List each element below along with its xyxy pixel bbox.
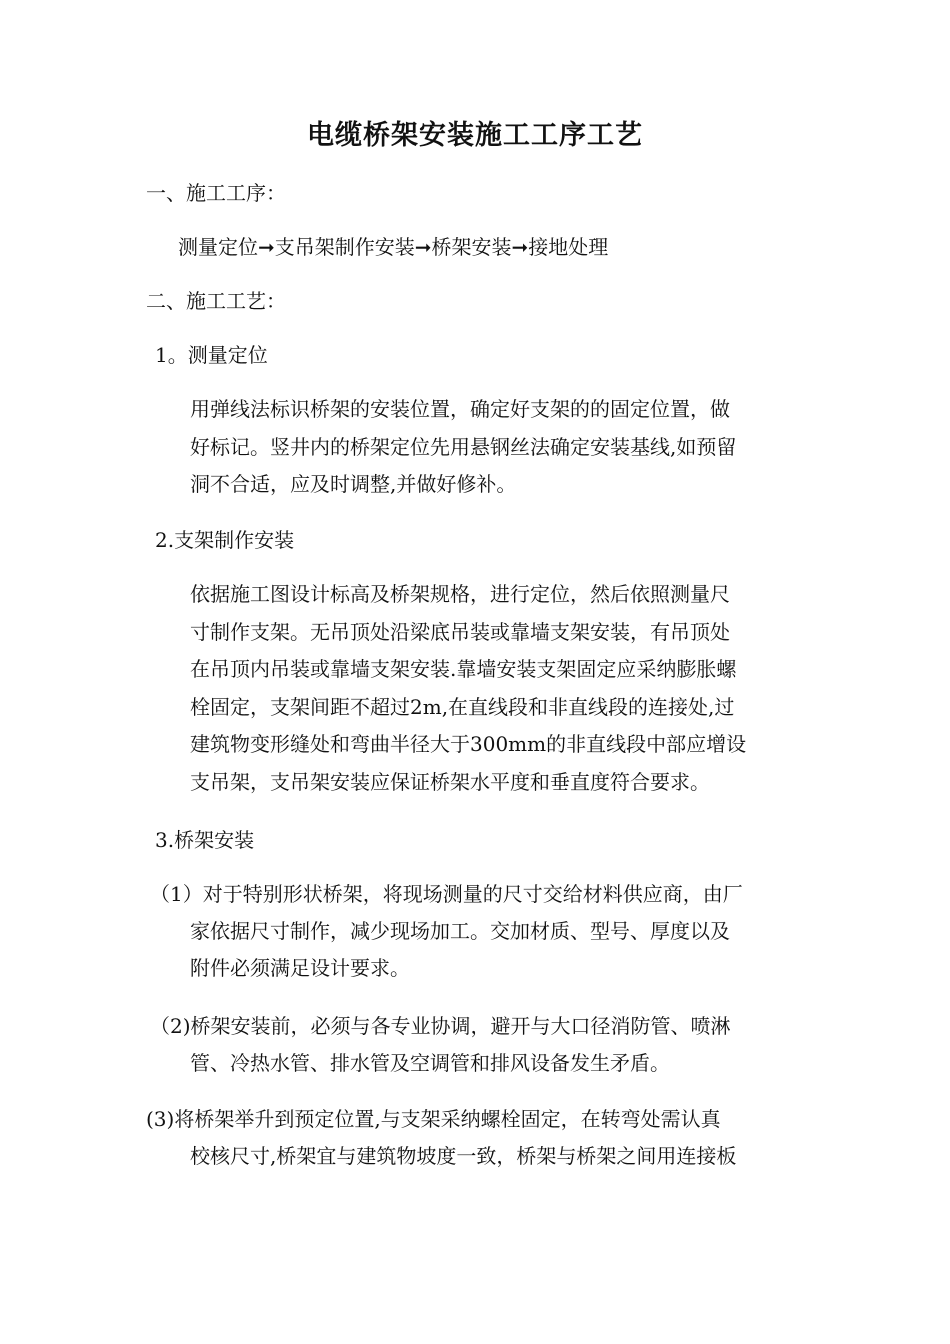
subsection-heading-positioning: 1。测量定位 <box>155 343 268 367</box>
procedure-flow: 测量定位➞支吊架制作安装➞桥架安装➞接地处理 <box>178 235 609 259</box>
list-item <box>146 1101 736 1175</box>
page-title: 电缆桥架安装施工工序工艺 <box>307 120 643 151</box>
list-item-line: 家依据尺寸制作，减少现场加工。交加材质、型号、厚度以及 <box>190 919 730 943</box>
paragraph-line: 建筑物变形缝处和弯曲半径大于300mm的非直线段中部应增设 <box>190 732 747 756</box>
paragraph-line: 用弹线法标识桥架的安装位置，确定好支架的的固定位置，做 <box>190 397 730 421</box>
subsection-heading-support: 2.支架制作安装 <box>155 528 295 552</box>
list-item-line: 校核尺寸,桥架宜与建筑物坡度一致，桥架与桥架之间用连接板 <box>190 1144 737 1168</box>
paragraph-support <box>190 576 746 801</box>
paragraph-line: 在吊顶内吊装或靠墙支架安装.靠墙安装支架固定应采纳膨胀螺 <box>190 657 737 681</box>
list-item-line: （2)桥架安装前，必须与各专业协调，避开与大口径消防管、喷淋 <box>150 1014 731 1038</box>
list-item-line: 附件必须满足设计要求。 <box>190 956 410 980</box>
list-item-line: （1）对于特别形状桥架，将现场测量的尺寸交给材料供应商，由厂 <box>150 882 743 906</box>
paragraph-line: 好标记。竖井内的桥架定位先用悬钢丝法确定安装基线,如预留 <box>190 434 737 459</box>
paragraph-line: 洞不合适，应及时调整,并做好修补。 <box>190 472 517 496</box>
subsection-heading-tray-installation: 3.桥架安装 <box>155 828 255 852</box>
section-heading-procedure: 一、施工工序： <box>146 181 286 205</box>
paragraph-line: 依据施工图设计标高及桥架规格，进行定位，然后依照测量尺 <box>190 582 730 606</box>
paragraph-line: 栓固定，支架间距不超过2m,在直线段和非直线段的连接处,过 <box>190 694 735 719</box>
paragraph-line: 寸制作支架。无吊顶处沿梁底吊装或靠墙支架安装，有吊顶处 <box>190 619 730 644</box>
list-item-line: 管、冷热水管、排水管及空调管和排风设备发生矛盾。 <box>190 1051 670 1075</box>
paragraph-positioning <box>190 391 736 504</box>
list-item <box>150 876 743 987</box>
list-item-line: (3)将桥架举升到预定位置,与支架采纳螺栓固定，在转弯处需认真 <box>146 1107 721 1131</box>
section-heading-technique: 二、施工工艺： <box>146 289 286 313</box>
paragraph-line: 支吊架，支吊架安装应保证桥架水平度和垂直度符合要求。 <box>190 769 710 794</box>
list-item <box>150 1008 731 1082</box>
